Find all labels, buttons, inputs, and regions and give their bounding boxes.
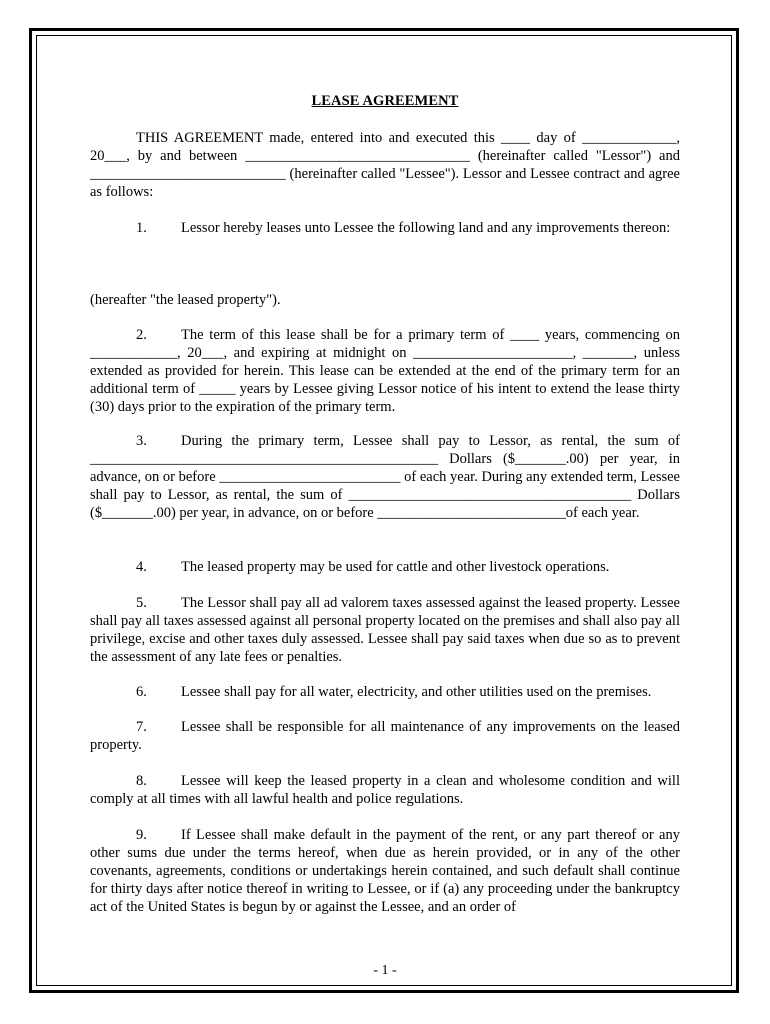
clause-text: Lessee will keep the leased property in a clean and wholesome condition and will comply at all times with all lawful health and police regulations. — [90, 773, 680, 807]
clause-number: 3. — [136, 433, 147, 449]
document-title: LEASE AGREEMENT — [311, 93, 459, 109]
clause-text: Lessee shall pay for all water, electricity, and other utilities used on the premises. — [181, 684, 652, 700]
clause-5 — [90, 594, 680, 666]
clause-text: If Lessee shall make default in the payment of the rent, or any part thereof or any other sums due under the terms hereof, when due as herein provided, or in any of the other covenants, agreements, conditions or undertakings herein contained, and such default shall continue for thirty days after notice thereof in writing to Lessee, or if (a) any proceeding under the bankruptcy act of the United States is begun by or against the Lessee, and an order of — [90, 827, 680, 915]
clause-number: 9. — [136, 827, 147, 843]
clause-text: Lessor hereby leases unto Lessee the following land and any improvements thereon: — [181, 220, 671, 236]
intro-paragraph: THIS AGREEMENT made, entered into and executed this ____ day of _____________, 20___, by and between _______________________________ (hereinafter called "Lessor") and ___________________________ (hereinafter called "Lessee"). Lessor and Lessee contract and agree as follows: — [90, 130, 680, 200]
clause-8 — [90, 772, 680, 808]
clause-1-continued: (hereafter "the leased property"). — [90, 292, 281, 308]
clause-number: 4. — [136, 559, 147, 575]
clause-number: 1. — [136, 220, 147, 236]
clause-text: The leased property may be used for cattle and other livestock operations. — [181, 559, 610, 575]
clause-number: 6. — [136, 684, 147, 700]
page-number: - 1 - — [373, 963, 397, 978]
clause-text: During the primary term, Lessee shall pay to Lessor, as rental, the sum of ________________________________________________ Dollars ($_______.00) per year, in advance, on or before _________________________ of each year. During any extended term, Lessee shall pay to Lessor, as rental, the sum of _______________________________________ Dollars ($_______.00) per year, in advance, on or before __________________________of each year. — [90, 433, 680, 521]
clause-number: 8. — [136, 773, 147, 789]
clause-text: The Lessor shall pay all ad valorem taxes assessed against the leased property. Lessee shall pay all taxes assessed against all personal property located on the premises and shall also pay all privilege, excise and other taxes duly assessed. Lessee shall pay said taxes when due so as to prevent the assessment of any late fees or penalties. — [90, 595, 680, 665]
clause-text: Lessee shall be responsible for all maintenance of any improvements on the leased property. — [90, 719, 680, 753]
clause-6 — [90, 683, 680, 701]
clause-number: 5. — [136, 595, 147, 611]
clause-number: 7. — [136, 719, 147, 735]
clause-2 — [90, 326, 680, 416]
clause-4 — [90, 558, 680, 576]
clause-3 — [90, 432, 680, 522]
clause-text: The term of this lease shall be for a primary term of ____ years, commencing on ____________, 20___, and expiring at midnight on ______________________, _______, unless extended as provided for herein. This lease can be extended at the end of the primary term for an additional term of _____ years by Lessee giving Lessor notice of his intent to extend the lease thirty (30) days prior to the expiration of the primary term. — [90, 327, 680, 415]
clause-7 — [90, 718, 680, 754]
clause-9 — [90, 826, 680, 916]
clause-1 — [90, 219, 680, 237]
clause-number: 2. — [136, 327, 147, 343]
